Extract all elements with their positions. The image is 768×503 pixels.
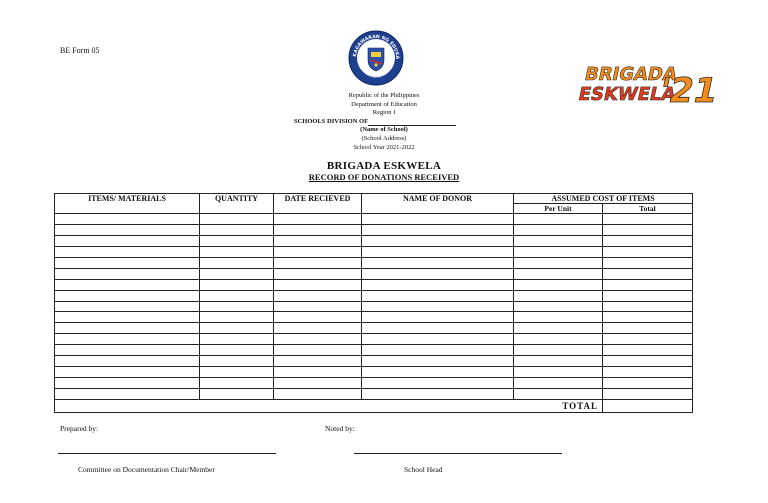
table-cell[interactable]	[514, 301, 603, 312]
table-cell[interactable]	[603, 389, 693, 400]
division-blank-line[interactable]	[368, 119, 456, 126]
table-cell[interactable]	[200, 246, 274, 257]
table-row	[55, 257, 693, 268]
document-title: BRIGADA ESKWELA	[326, 160, 442, 172]
table-cell[interactable]	[55, 246, 200, 257]
total-row	[55, 400, 693, 413]
header-block	[284, 92, 484, 152]
table-cell[interactable]	[274, 235, 362, 246]
table-cell[interactable]	[603, 290, 693, 301]
table-row	[55, 224, 693, 235]
table-cell[interactable]	[603, 378, 693, 389]
table-cell[interactable]	[200, 268, 274, 279]
table-cell[interactable]	[55, 389, 200, 400]
table-cell[interactable]	[200, 334, 274, 345]
table-cell[interactable]	[55, 268, 200, 279]
table-cell[interactable]	[200, 257, 274, 268]
document-subtitle: RECORD OF DONATIONS RECEIVED	[308, 172, 460, 182]
school-address: (School Address)	[361, 134, 407, 142]
table-cell[interactable]	[514, 356, 603, 367]
table-cell[interactable]	[603, 224, 693, 235]
table-cell[interactable]	[274, 378, 362, 389]
table-cell[interactable]	[362, 268, 514, 279]
table-cell[interactable]	[274, 323, 362, 334]
table-cell[interactable]	[200, 224, 274, 235]
prepared-by-signature-line[interactable]	[58, 453, 276, 454]
table-row	[55, 367, 693, 378]
table-cell[interactable]	[274, 214, 362, 225]
table-cell[interactable]	[514, 378, 603, 389]
table-cell[interactable]	[603, 279, 693, 290]
table-row	[55, 290, 693, 301]
table-cell[interactable]	[362, 312, 514, 323]
division-label: SCHOOLS DIVISION OF	[294, 117, 369, 125]
table-cell[interactable]	[362, 345, 514, 356]
seal-ring-text: KAGAWARAN NG EDUKA	[352, 34, 400, 60]
table-cell[interactable]	[514, 257, 603, 268]
table-cell[interactable]	[603, 268, 693, 279]
table-cell[interactable]	[274, 268, 362, 279]
form-code: BE Form 05	[60, 46, 100, 55]
header-donor: NAME OF DONOR	[362, 194, 514, 214]
table-cell[interactable]	[55, 356, 200, 367]
table-row	[55, 378, 693, 389]
table-cell[interactable]	[55, 257, 200, 268]
table-cell[interactable]	[362, 389, 514, 400]
table-cell[interactable]	[200, 378, 274, 389]
table-cell[interactable]	[200, 389, 274, 400]
table-row	[55, 235, 693, 246]
header-date-received: DATE RECIEVED	[274, 194, 362, 214]
table-row	[55, 268, 693, 279]
table-row	[55, 246, 693, 257]
table-cell[interactable]	[274, 301, 362, 312]
table-cell[interactable]	[603, 367, 693, 378]
table-cell[interactable]	[514, 312, 603, 323]
table-cell[interactable]	[603, 257, 693, 268]
table-cell[interactable]	[200, 279, 274, 290]
table-body	[55, 214, 693, 400]
table-cell[interactable]	[514, 224, 603, 235]
table-cell[interactable]	[514, 367, 603, 378]
table-cell[interactable]	[55, 378, 200, 389]
table-cell[interactable]	[362, 246, 514, 257]
table-cell[interactable]	[603, 323, 693, 334]
table-cell[interactable]	[200, 345, 274, 356]
logo-line2: ESKWELA	[576, 84, 678, 105]
table-cell[interactable]	[274, 367, 362, 378]
table-row	[55, 312, 693, 323]
noted-by-label: Noted by:	[325, 424, 355, 433]
table-cell[interactable]	[274, 334, 362, 345]
table-row	[55, 323, 693, 334]
table-cell[interactable]	[603, 356, 693, 367]
table-cell[interactable]	[55, 290, 200, 301]
table-cell[interactable]	[514, 235, 603, 246]
header-department: Department of Education	[351, 100, 417, 108]
table-cell[interactable]	[514, 345, 603, 356]
seal-bottom-text: REPUBLIKA NG PILIPINAS	[359, 65, 389, 80]
table-cell[interactable]	[514, 268, 603, 279]
table-cell[interactable]	[274, 246, 362, 257]
table-cell[interactable]	[274, 312, 362, 323]
table-row	[55, 301, 693, 312]
prepared-by-role: Committee on Documentation Chair/Member	[78, 465, 215, 474]
division-row	[284, 118, 484, 127]
deped-seal	[348, 30, 404, 86]
table-cell[interactable]	[362, 235, 514, 246]
noted-by-role: School Head	[404, 465, 443, 474]
table-row	[55, 345, 693, 356]
table-cell[interactable]	[274, 257, 362, 268]
table-cell[interactable]	[514, 246, 603, 257]
header-country: Republic of the Philippines	[348, 92, 420, 99]
table-cell[interactable]	[362, 279, 514, 290]
header-region: Region I	[372, 109, 396, 117]
table-cell[interactable]	[603, 345, 693, 356]
table-cell[interactable]	[200, 323, 274, 334]
table-cell[interactable]	[55, 279, 200, 290]
table-cell[interactable]	[274, 356, 362, 367]
header-assumed-cost: ASSUMED COST OF ITEMS	[514, 194, 693, 204]
donations-table	[54, 193, 693, 413]
table-cell[interactable]	[274, 224, 362, 235]
table-cell[interactable]	[274, 345, 362, 356]
table-cell[interactable]	[514, 334, 603, 345]
table-cell[interactable]	[603, 312, 693, 323]
school-year: School Year 2021-2022	[353, 143, 415, 151]
table-cell[interactable]	[274, 389, 362, 400]
table-cell[interactable]	[55, 367, 200, 378]
table-cell[interactable]	[514, 323, 603, 334]
table-cell[interactable]	[200, 214, 274, 225]
table-cell[interactable]	[55, 224, 200, 235]
table-cell[interactable]	[603, 334, 693, 345]
table-cell[interactable]	[200, 367, 274, 378]
table-cell[interactable]	[55, 214, 200, 225]
table-cell[interactable]	[362, 356, 514, 367]
table-cell[interactable]	[274, 279, 362, 290]
table-row	[55, 279, 693, 290]
table-row	[55, 356, 693, 367]
table-cell[interactable]	[603, 301, 693, 312]
table-cell[interactable]	[362, 257, 514, 268]
header-quantity: QUANTITY	[200, 194, 274, 214]
table-cell[interactable]	[200, 235, 274, 246]
table-cell[interactable]	[362, 224, 514, 235]
table-cell[interactable]	[514, 290, 603, 301]
table-row	[55, 389, 693, 400]
table-cell[interactable]	[362, 367, 514, 378]
logo-line1: BRIGADA	[582, 64, 679, 85]
table-cell[interactable]	[603, 246, 693, 257]
header-per-unit: Per Unit	[514, 204, 603, 214]
prepared-by-label: Prepared by:	[60, 424, 99, 433]
total-value-cell[interactable]	[603, 400, 693, 413]
table-cell[interactable]	[603, 235, 693, 246]
table-cell[interactable]	[362, 301, 514, 312]
table-cell[interactable]	[362, 290, 514, 301]
table-row	[55, 334, 693, 345]
table-cell[interactable]	[603, 214, 693, 225]
total-label: TOTAL	[55, 400, 603, 413]
table-cell[interactable]	[55, 323, 200, 334]
table-cell[interactable]	[274, 290, 362, 301]
brigada-eskwela-logo	[574, 60, 722, 112]
table-cell[interactable]	[200, 290, 274, 301]
table-cell[interactable]	[362, 334, 514, 345]
table-cell[interactable]	[200, 312, 274, 323]
table-cell[interactable]	[55, 334, 200, 345]
table-cell[interactable]	[200, 356, 274, 367]
table-cell[interactable]	[514, 279, 603, 290]
header-total: Total	[603, 204, 693, 214]
table-cell[interactable]	[55, 312, 200, 323]
header-items: ITEMS/ MATERIALS	[55, 194, 200, 214]
table-cell[interactable]	[362, 378, 514, 389]
table-cell[interactable]	[362, 323, 514, 334]
table-cell[interactable]	[55, 301, 200, 312]
table-row	[55, 214, 693, 225]
school-name: (Name of School)	[360, 126, 408, 134]
table-cell[interactable]	[200, 301, 274, 312]
table-cell[interactable]	[55, 345, 200, 356]
table-cell[interactable]	[55, 235, 200, 246]
table-cell[interactable]	[514, 214, 603, 225]
logo-year: '21	[655, 71, 722, 111]
noted-by-signature-line[interactable]	[354, 453, 562, 454]
table-cell[interactable]	[362, 214, 514, 225]
table-cell[interactable]	[514, 389, 603, 400]
